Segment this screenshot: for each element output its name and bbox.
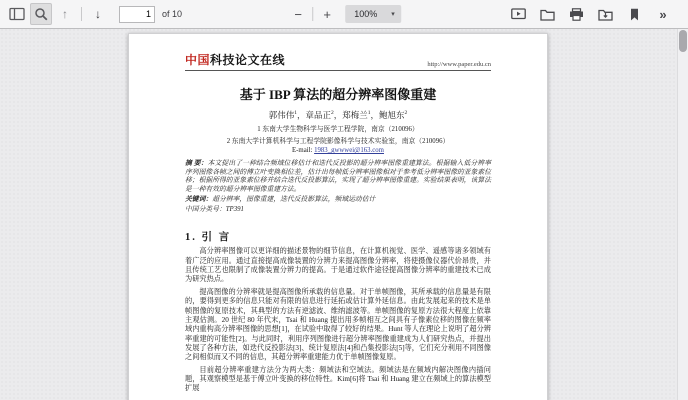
zoom-out-button[interactable] xyxy=(287,3,309,25)
abstract-text: 本文提出了一种结合频域位移估计和迭代反投影的超分辨率图像重建算法。根据输入低分辨率序列图像各帧之间的傅立叶变换相位差，估计出每帧低分辨率图像相对于参考低分辨率图像的亚象素位移；根据所得的亚象素位移并结合迭代反投影算法，实现了超分辨率图像重建。实验结果表明，该算法是一种有效的超分辨率图像重建方法。 xyxy=(185,160,492,194)
bookmark-current-view-button[interactable] xyxy=(623,3,645,25)
print-icon xyxy=(569,8,584,21)
zoom-level-select[interactable] xyxy=(345,5,401,23)
sidebar-toggle-icon xyxy=(9,7,25,21)
affiliation-line: 2 东南大学计算机科学与工程学院影像科学与技术实验室，南京（210096） xyxy=(226,138,450,145)
abstract-paragraph xyxy=(185,160,491,195)
page-down-icon: ↓ xyxy=(95,7,101,21)
authors-line xyxy=(185,109,491,121)
clc-line xyxy=(185,206,491,215)
paper-logo xyxy=(185,51,285,68)
presentation-mode-button[interactable] xyxy=(507,3,529,25)
download-button[interactable] xyxy=(594,3,616,25)
clc-label: 中国分类号： xyxy=(185,205,226,213)
more-tools-button[interactable] xyxy=(652,3,674,25)
author-affil-sup: 1 xyxy=(294,110,297,117)
toolbar-divider xyxy=(312,7,313,21)
author-name: ，鲍旭东 xyxy=(370,110,405,120)
keywords-label: 关键词： xyxy=(185,195,213,203)
paper-header xyxy=(185,51,491,71)
logo-cn-text: 中国 xyxy=(185,53,211,67)
body-paragraph: 提高图像的分辨率就是提高图像所承载的信息量。对于单帧图像，其所承载的信息量是有限的，要得到更多的信息只能对有限的信息进行延拓或估计算外延信息。由此发展起来的技术是单帧图像的复原技术，其典型的方法有逆滤波、维纳滤波等。单帧图像的复原方法很大程度上依靠主观估测。20 世纪 80 年代末，Tsai 和 Huang 提出用多帧相互之间具有子像素位移的图像在频率域内重构高分辨率图像的思想[1]，在试验中取得了较好的结果。Hunt 等人在理论上说明了超分辨率重建的可能性[2]。与此同时，利用序列图像进行超分辨率图像重建成为人们研究热点，并提出发展了各种方法，如迭代反投影法[3]、统计复原法[4]和凸集投影法[5]等，它们充分利用不同图像之间相似而又不同的信息，其超分辨率重建能力优于单帧图像复原。 xyxy=(185,287,491,362)
author-affil-sup: 1 xyxy=(367,110,371,117)
scrollbar-thumb[interactable] xyxy=(679,30,687,52)
author-name: 郭伟伟 xyxy=(268,110,295,120)
open-file-icon xyxy=(540,8,555,21)
zoom-out-icon: − xyxy=(294,6,303,22)
pdf-viewer-toolbar xyxy=(0,0,688,29)
email-line xyxy=(185,147,491,154)
author-affil-sup: 2 xyxy=(404,110,408,117)
print-button[interactable] xyxy=(565,3,587,25)
section-1-heading: 1. 引 言 xyxy=(185,232,232,244)
email-label: E-mail: xyxy=(292,147,313,154)
search-button[interactable] xyxy=(30,3,52,25)
bookmark-icon xyxy=(629,8,640,21)
presentation-mode-icon xyxy=(511,8,526,21)
affiliation-line: 1 东南大学生物科学与医学工程学院，南京（210096） xyxy=(257,126,419,133)
toolbar-divider xyxy=(81,7,82,21)
toolbar-left-group xyxy=(6,0,182,28)
vertical-scrollbar[interactable] xyxy=(677,28,688,400)
page-count-label: of 10 xyxy=(162,9,183,19)
body-paragraph: 高分辨率图像可以更详细的描述景物的细节信息，在计算机视觉、医学、遥感等诸多领域有着广泛的应用。通过直接提高成像装置的分辨力来提高图像分辨率，将使摄像仪器代价昂贵，并且传统工艺也限制了成像装置分辨力的提高。于是通过软件途径提高图像分辨率的重建技术已成为研究热点。 xyxy=(185,247,491,284)
abstract-label: 摘 要： xyxy=(185,160,208,167)
zoom-in-button[interactable] xyxy=(316,3,338,25)
paper-site-url: http://www.paper.edu.cn xyxy=(427,61,491,68)
keywords-text: 超分辨率，图像重建，迭代反投影算法，频域运动估计 xyxy=(212,195,376,203)
page-up-icon: ↑ xyxy=(62,7,68,21)
page-number-input[interactable] xyxy=(119,6,155,23)
paper-title: 基于 IBP 算法的超分辨率图像重建 xyxy=(239,87,437,102)
zoom-level-value: 100% xyxy=(354,9,378,19)
pdf-page xyxy=(128,33,548,400)
pdf-viewer-canvas[interactable] xyxy=(0,28,678,400)
author-name: ，郑梅兰 xyxy=(333,110,368,120)
toolbar-right-group xyxy=(507,0,674,28)
open-file-button[interactable] xyxy=(536,3,558,25)
next-page-button[interactable] xyxy=(87,3,109,25)
logo-rest-text: 科技论文在线 xyxy=(210,53,286,67)
chevron-down-icon: ▾ xyxy=(391,11,395,18)
download-icon xyxy=(598,8,613,21)
keywords-line xyxy=(185,196,491,205)
more-tools-icon: » xyxy=(659,6,667,22)
author-affil-sup: 2 xyxy=(331,110,334,117)
previous-page-button[interactable] xyxy=(54,3,76,25)
search-icon xyxy=(34,7,48,21)
zoom-in-icon: + xyxy=(323,6,332,22)
email-link[interactable]: 1983_gwwwei@163.com xyxy=(314,147,384,154)
body-paragraph: 目前超分辨率重建方法分为两大类：频域法和空域法。频域法是在频域内解决图像内插问题，其观察模型是基于傅立叶变换的移位特性。Kim[6]将 Tsai 和 Huang 建立在频域上的算法模型扩展 xyxy=(185,365,491,393)
clc-value: TP391 xyxy=(225,205,244,213)
author-name: ，章品正 xyxy=(296,110,331,120)
sidebar-toggle-button[interactable] xyxy=(6,3,28,25)
toolbar-zoom-group xyxy=(287,0,401,28)
